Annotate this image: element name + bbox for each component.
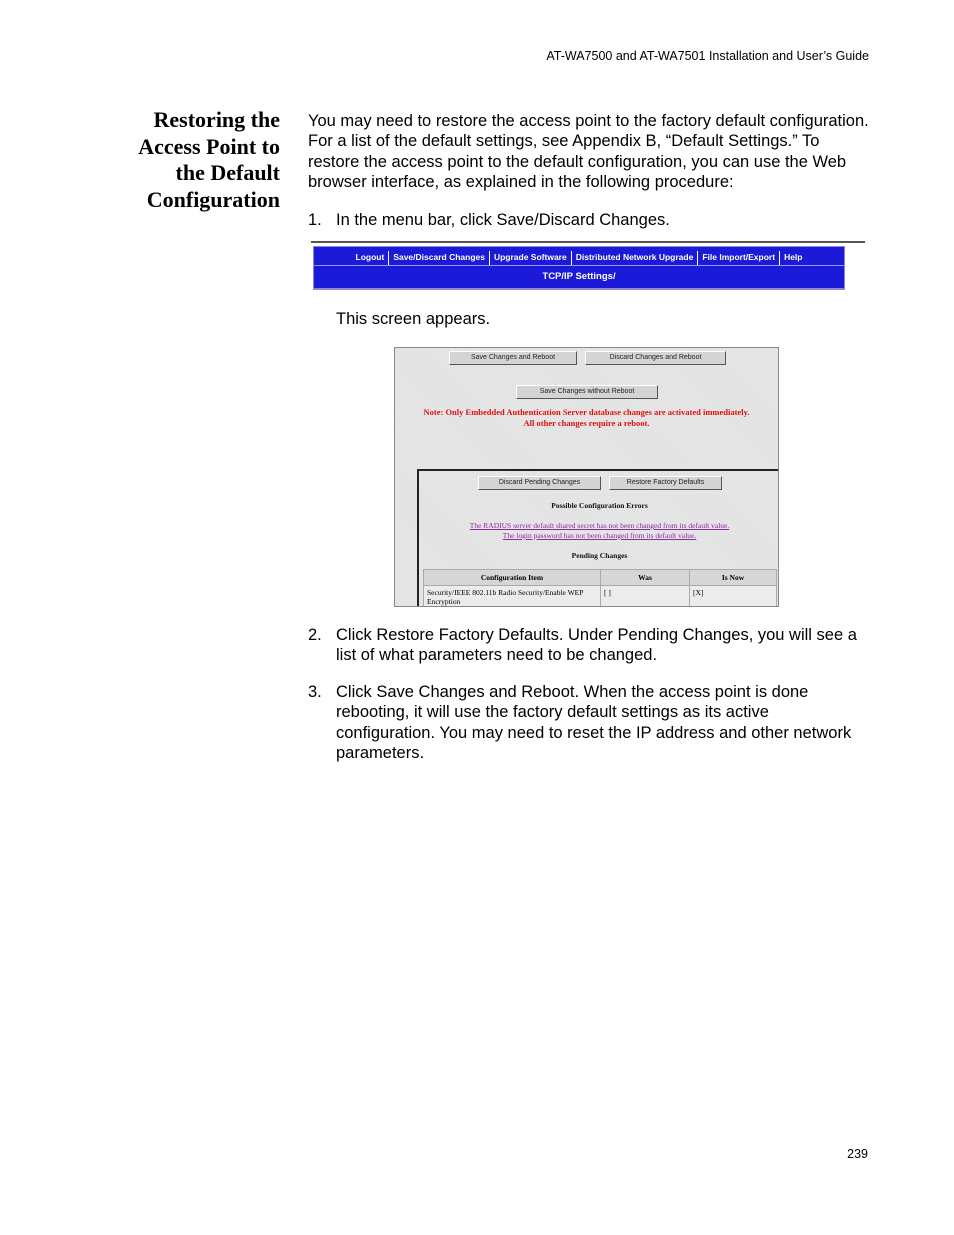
step-number: 2. — [308, 626, 322, 644]
menu-row — [314, 251, 844, 265]
note-line-1: Note: Only Embedded Authentication Server database changes are activated immediately. — [423, 407, 750, 417]
heading-line: the Default — [175, 160, 280, 185]
step-text: Click Restore Factory Defaults. Under Pending Changes, you will see a list of what parameters need to be changed. — [336, 626, 857, 665]
figure-rule — [311, 241, 865, 243]
pending-table — [423, 569, 777, 607]
menu-item-distributed-upgrade[interactable]: Distributed Network Upgrade — [572, 251, 699, 265]
step-number: 3. — [308, 683, 322, 701]
table-header-row — [424, 570, 777, 586]
table-row — [424, 586, 777, 608]
error-link-radius[interactable]: The RADIUS server default shared secret has not been changed from its default value. — [469, 521, 730, 530]
heading-line: Configuration — [146, 186, 280, 212]
menu-item-upgrade-software[interactable]: Upgrade Software — [490, 251, 572, 265]
running-header: AT-WA7500 and AT-WA7501 Installation and User’s Guide — [546, 49, 869, 63]
error-link-password[interactable]: The login password has not been changed from its default value. — [502, 531, 697, 540]
menu-bottom-line — [313, 288, 845, 290]
step-number: 1. — [308, 211, 322, 229]
menubar-screenshot — [311, 241, 865, 291]
col-was: Was — [601, 570, 690, 586]
discard-reboot-button[interactable]: Discard Changes and Reboot — [585, 351, 726, 365]
menu-item-save-discard[interactable]: Save/Discard Changes — [389, 251, 490, 265]
pending-panel — [417, 469, 779, 607]
menu-separator — [314, 265, 844, 266]
menu-item-file-import-export[interactable]: File Import/Export — [698, 251, 780, 265]
cell-config-item: Security/IEEE 802.11b Radio Security/Enable WEP Encryption — [424, 586, 601, 608]
note-line-2: All other changes require a reboot. — [523, 418, 650, 428]
heading-line: Restoring the — [153, 107, 280, 132]
section-heading — [120, 107, 280, 213]
save-discard-screenshot — [394, 347, 779, 607]
menu-item-help[interactable]: Help — [784, 252, 803, 262]
step-text: In the menu bar, click Save/Discard Changes. — [336, 211, 670, 229]
cell-was: [ ] — [601, 586, 690, 608]
errors-title: Possible Configuration Errors — [551, 501, 648, 510]
pending-title: Pending Changes — [571, 551, 628, 560]
intro-paragraph: You may need to restore the access point to the factory default configuration. For a list of the default settings, see Appendix B, “Default Settings.” To restore the access point to the default configuration, you can use the Web browser interface, as explained in the following procedure: — [308, 112, 869, 191]
page-subtitle: TCP/IP Settings/ — [542, 271, 616, 282]
col-config-item: Configuration Item — [424, 570, 601, 586]
page-number: 239 — [847, 1147, 868, 1161]
save-no-reboot-button[interactable]: Save Changes without Reboot — [516, 385, 658, 399]
restore-defaults-button[interactable]: Restore Factory Defaults — [609, 476, 722, 490]
cell-is-now: [X] — [690, 586, 777, 608]
discard-pending-button[interactable]: Discard Pending Changes — [478, 476, 601, 490]
heading-line: Access Point to — [138, 133, 280, 159]
step-text: Click Save Changes and Reboot. When the access point is done rebooting, it will use the factory default settings as its active configuration. You may need to reset the IP address and other network parameters. — [336, 683, 852, 762]
col-is-now: Is Now — [690, 570, 777, 586]
screen-appears-text: This screen appears. — [336, 310, 491, 328]
menu-item-logout[interactable]: Logout — [352, 251, 390, 265]
save-reboot-button[interactable]: Save Changes and Reboot — [449, 351, 577, 365]
menu-bar — [313, 246, 845, 290]
